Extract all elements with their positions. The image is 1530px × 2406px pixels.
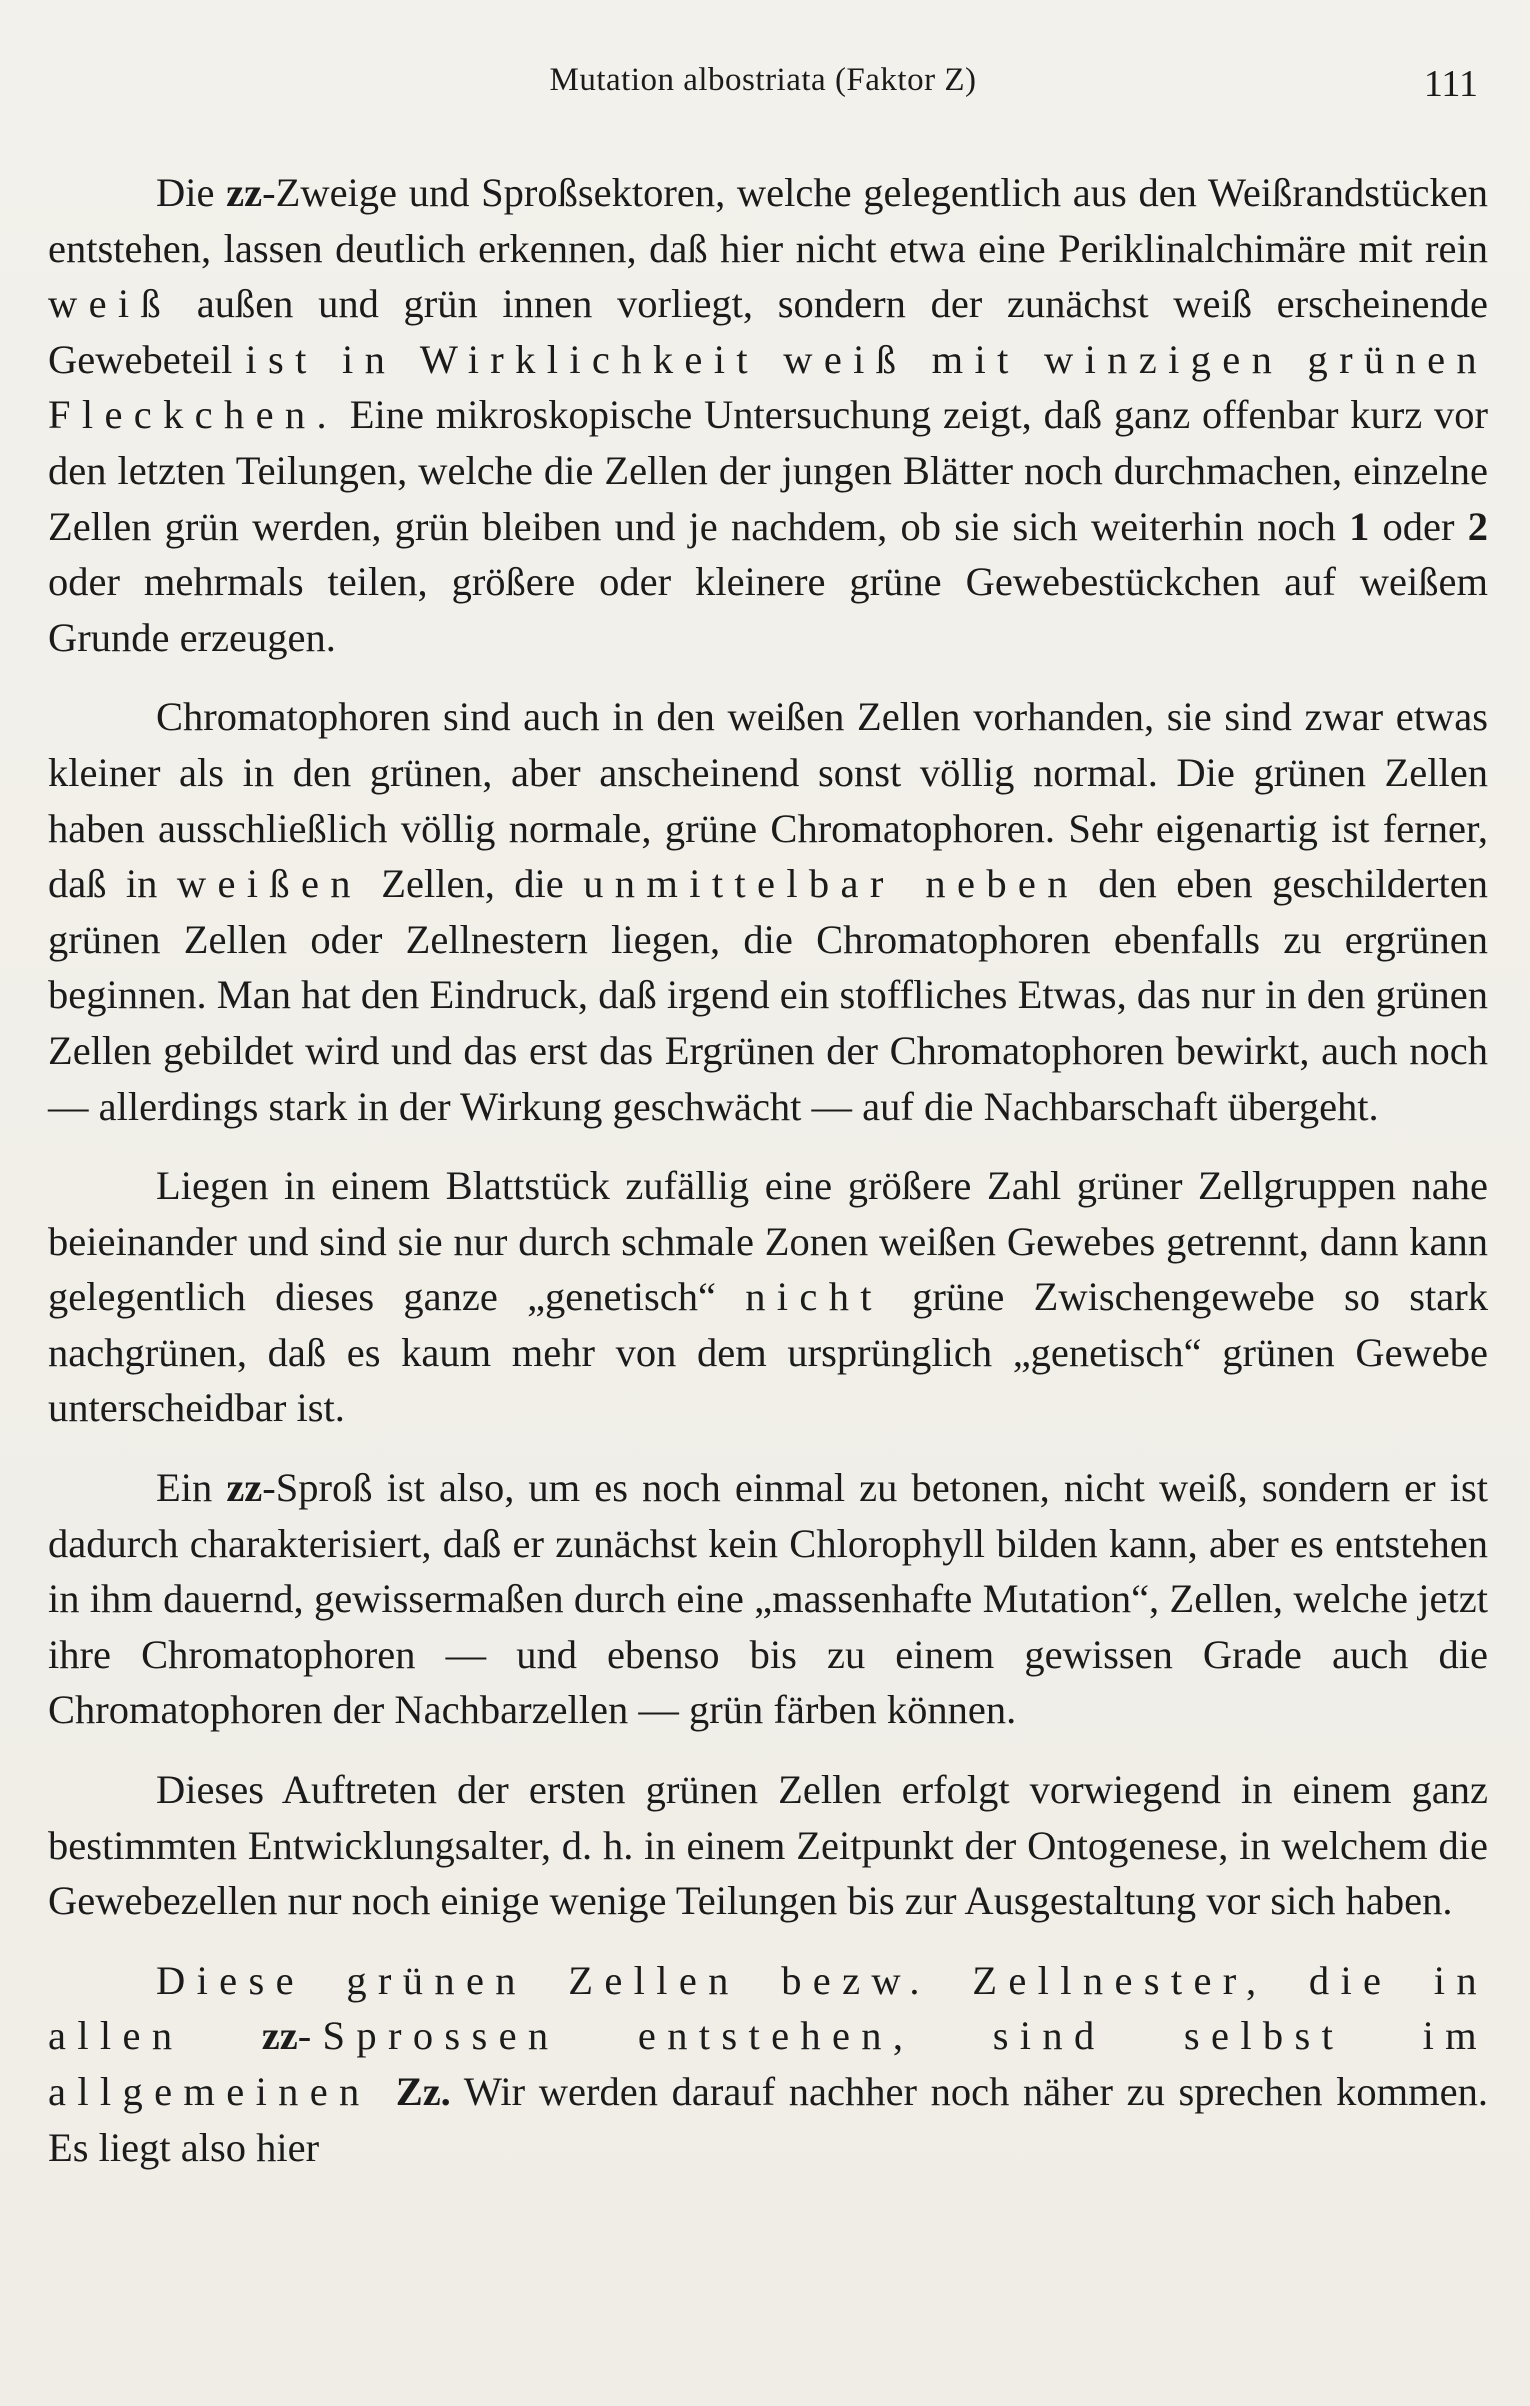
- paragraph: [48, 1158, 1488, 1436]
- paragraph: [48, 689, 1488, 1134]
- text-run: oder mehrmals teilen, größere oder kleinere grüne Gewebestückchen auf weißem Grunde erzeugen.: [48, 559, 1488, 660]
- text-run: unmittelbar neben: [583, 861, 1079, 907]
- page-number: 111: [1423, 63, 1478, 105]
- text-run: Die: [156, 170, 227, 215]
- text-run: Dieses Auftreten der ersten grünen Zellen erfolgt vorwiegend in einem ganz bestimmten Entwicklungsalter, d. h. in einem Zeitpunkt der Ontogenese, in welchem die Gewebezellen nur noch einige wenige Teilungen bis zur Ausgestaltung vor sich haben.: [48, 1767, 1488, 1924]
- text-run: zz: [261, 2013, 298, 2059]
- paragraph: [48, 1762, 1488, 1929]
- text-run: weißen: [176, 861, 362, 907]
- text-run: zz: [226, 170, 263, 215]
- text-run: 2: [1467, 503, 1488, 549]
- text-run: Zz.: [395, 2069, 451, 2114]
- text-run: weiß: [48, 281, 173, 327]
- text-run: 1: [1349, 503, 1370, 549]
- text-run: oder: [1369, 503, 1468, 549]
- body-text: [48, 165, 1488, 2199]
- paragraph: [48, 1460, 1488, 1738]
- paragraph: [48, 1953, 1488, 2175]
- text-run: Ein: [156, 1465, 227, 1511]
- paragraph: [48, 165, 1488, 665]
- text-run: außen und grün innen vorliegt, sondern der zunächst weiß erscheinende Gewebeteil: [48, 281, 1488, 382]
- running-title: Mutation albostriata (Faktor Z): [549, 62, 977, 98]
- text-run: Chromatophoren sind auch in den weißen Zellen vorhanden, sie sind zwar etwas kleiner als in den grünen, aber anscheinend sonst völlig normal. Die grünen Zellen haben ausschließlich völlig normale, grüne Chromatophoren. Sehr eigenartig ist ferner, daß in: [48, 694, 1488, 907]
- page-header: [48, 62, 1478, 122]
- text-run: Wir werden darauf nachher noch näher zu sprechen kommen. Es liegt also hier: [48, 2069, 1489, 2170]
- text-run: grüne Zwischengewebe so stark nachgrünen, daß es kaum mehr von dem ursprünglich „genetisch“ grünen Gewebe unterscheidbar ist.: [48, 1274, 1488, 1431]
- text-run: Diese grünen Zellen bezw. Zellnester, die in allen: [48, 1957, 1488, 2059]
- text-run: den eben geschilderten grünen Zellen oder Zellnestern liegen, die Chromatophoren ebenfalls zu ergrünen beginnen. Man hat den Eindruck, daß irgend ein stoffliches Etwas, das nur in den grünen Zellen gebildet wird und das erst das Ergrünen der Chromatophoren bewirkt, auch noch — allerdings stark in der Wirkung geschwächt — auf die Nachbarschaft übergeht.: [48, 861, 1488, 1129]
- text-run: Zellen, die: [361, 861, 584, 907]
- text-run: ist in Wirklichkeit weiß mit winzigen grünen Fleckchen.: [48, 336, 1488, 438]
- text-run: zz: [226, 1465, 263, 1511]
- text-run: -Zweige und Sproßsektoren, welche gelegentlich aus den Weißrandstücken entstehen, lassen deutlich erkennen, daß hier nicht etwa eine Periklinalchimäre mit rein: [48, 170, 1488, 271]
- text-run: Eine mikroskopische Untersuchung zeigt, daß ganz offenbar kurz vor den letzten Teilungen, welche die Zellen der jungen Blätter noch durchmachen, einzelne Zellen grün werden, grün bleiben und je nachdem, ob sie sich weiterhin noch: [48, 392, 1488, 549]
- text-run: Liegen in einem Blattstück zufällig eine größere Zahl grüner Zellgruppen nahe beieinander und sind sie nur durch schmale Zonen weißen Gewebes getrennt, dann kann gelegentlich dieses ganze „genetisch“: [48, 1163, 1488, 1320]
- text-run: nicht: [745, 1274, 883, 1320]
- text-run: -Sproß ist also, um es noch einmal zu betonen, nicht weiß, sondern er ist dadurch charakterisiert, daß er zunächst kein Chlorophyll bilden kann, aber es entstehen in ihm dauernd, gewissermaßen durch eine „massenhafte Mutation“, Zellen, welche jetzt ihre Chromatophoren — und ebenso bis zu einem gewissen Grade auch die Chromatophoren der Nachbarzellen — grün färben können.: [48, 1465, 1488, 1733]
- text-run: -Sprossen entstehen, sind selbst im allgemeinen: [48, 2013, 1489, 2114]
